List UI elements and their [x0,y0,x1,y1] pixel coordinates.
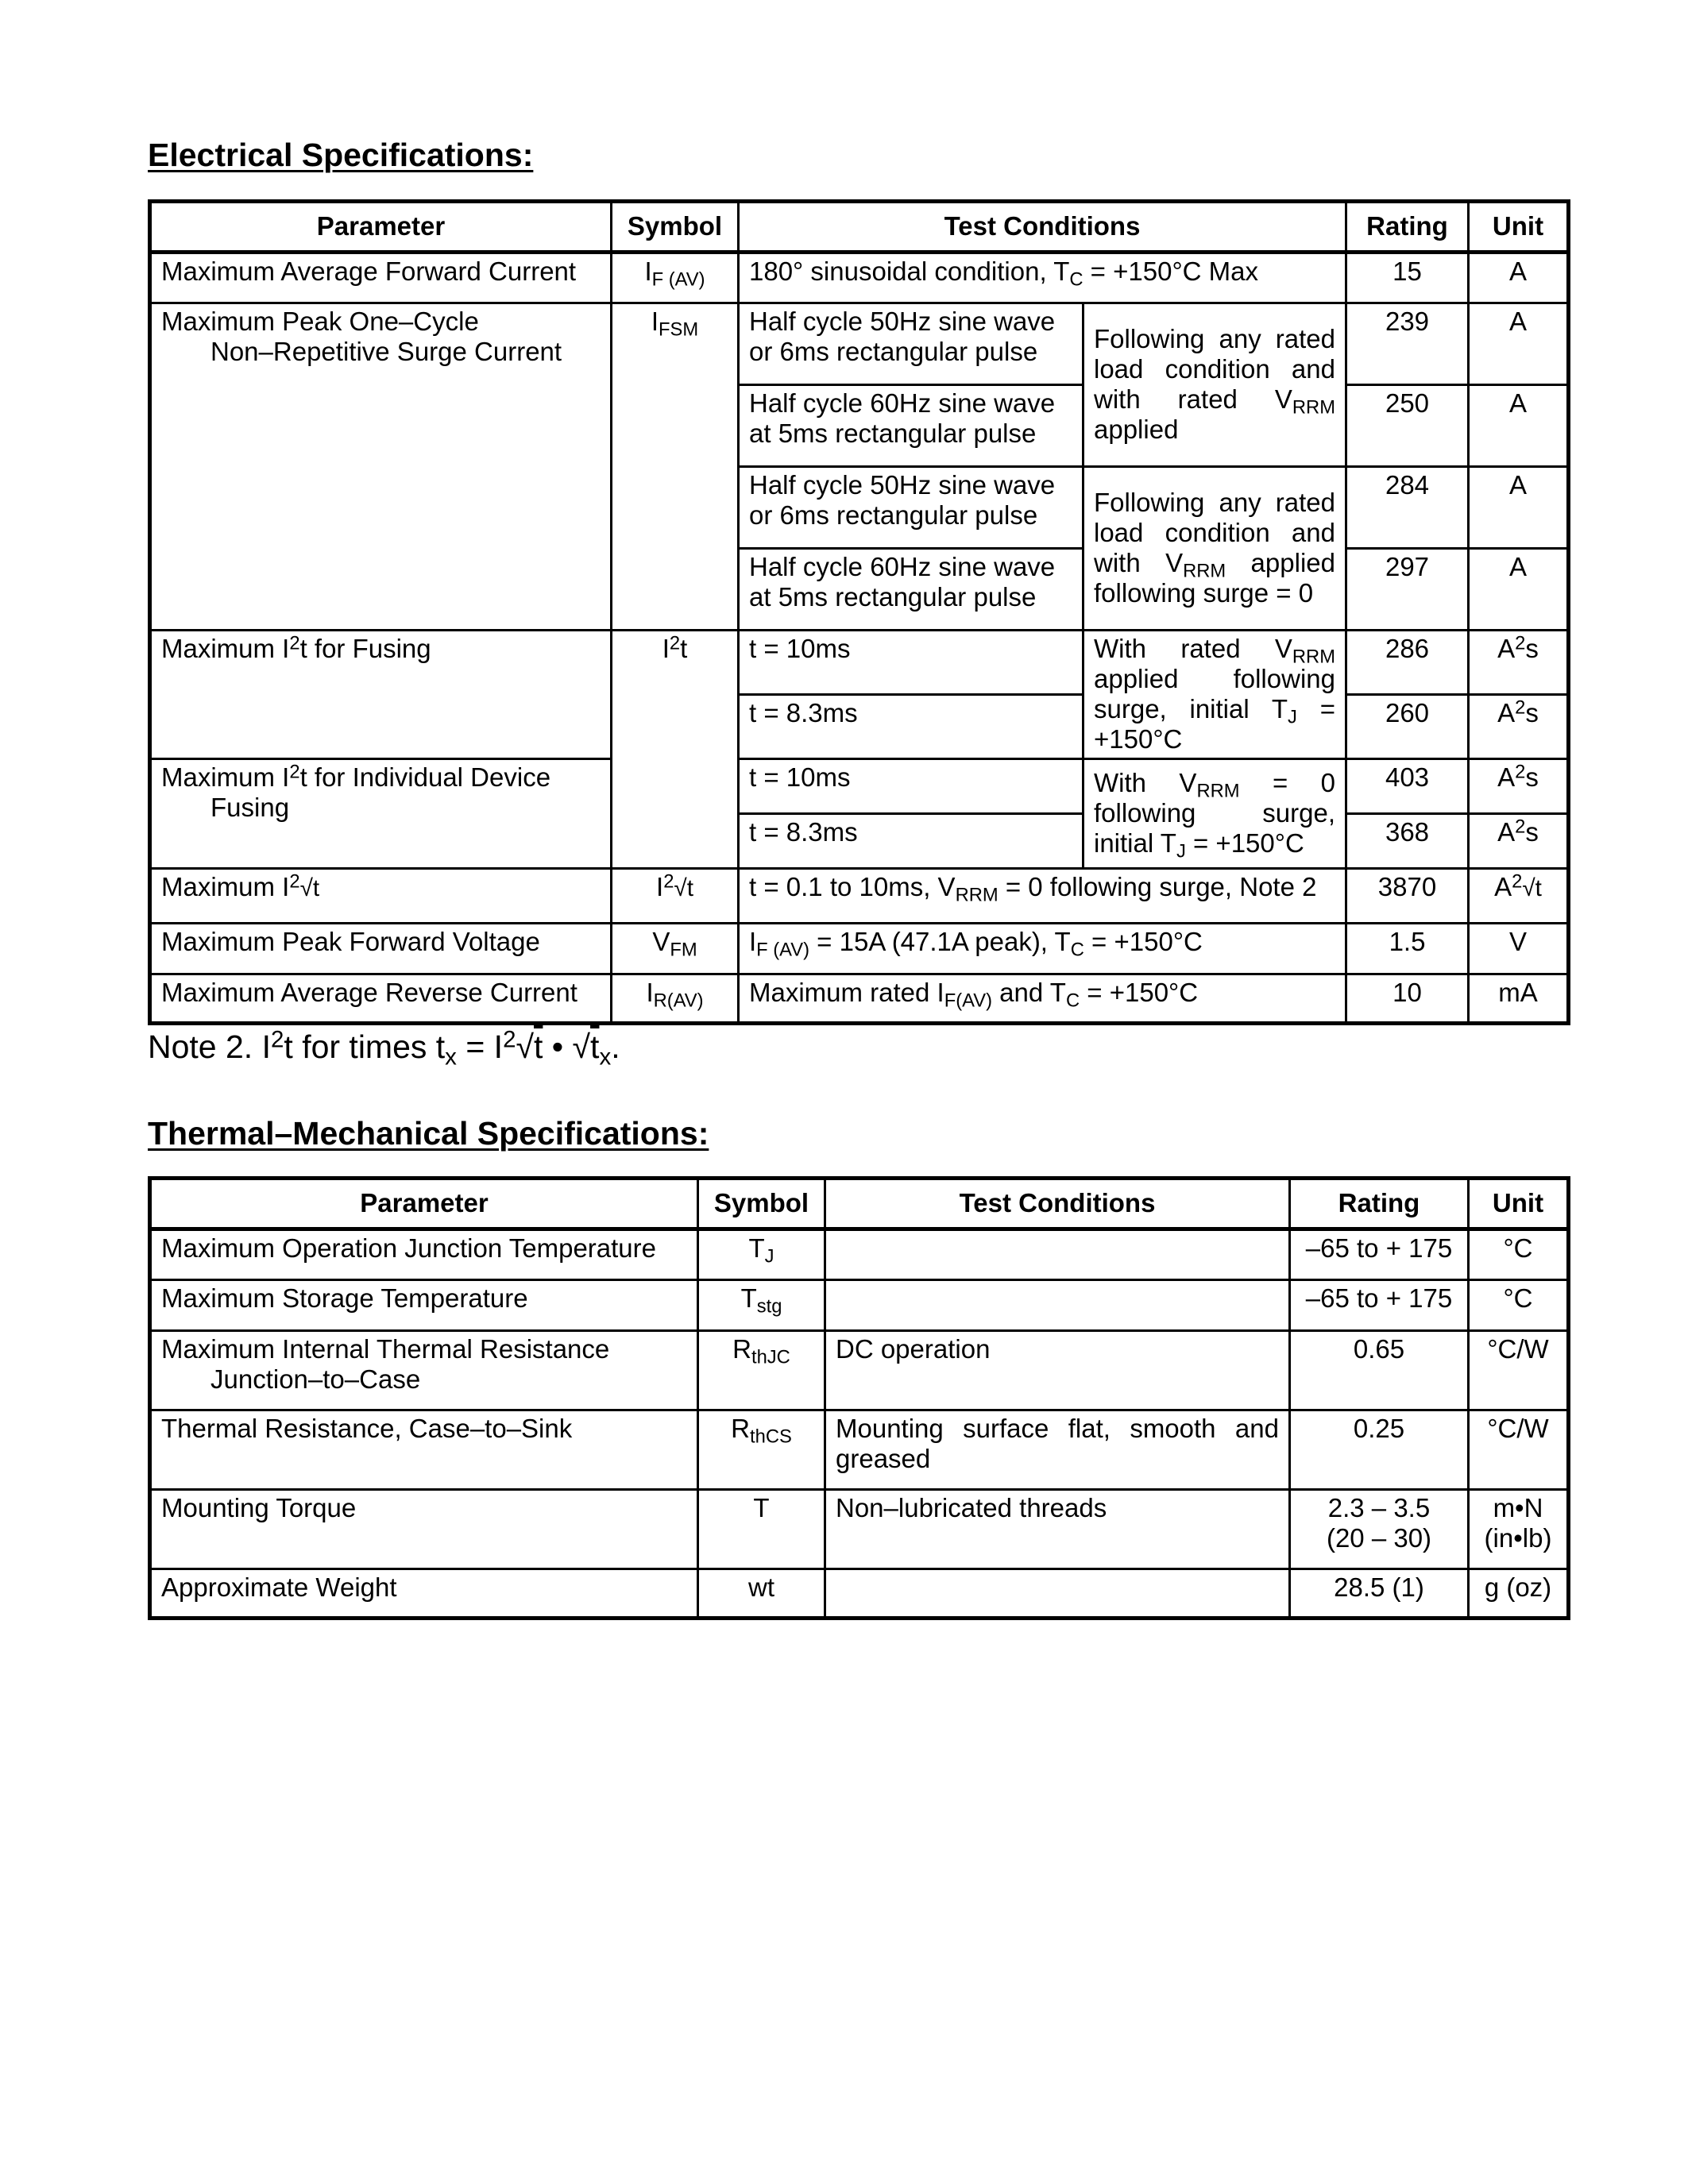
unit-cell: mA [1469,974,1569,1024]
param-cell: Maximum Operation Junction Temperature [150,1229,698,1280]
table-row [150,1569,1569,1619]
condition-note-cell: With rated $V_{RRM}$ applied following surge, initial $T_J = +150^\circ C$ [1083,631,1346,759]
rating-cell: 15 [1346,253,1469,303]
param-cell: Mounting Torque [150,1490,698,1569]
table-row [150,759,1569,814]
unit-cell: $A^2s$ [1469,695,1569,759]
unit-cell: °C/W [1469,1410,1569,1490]
unit-cell: m•N (in•lb) [1469,1490,1569,1569]
condition-cell: t = 0.1 to 10ms, $V_{RRM} = 0$ following surge, Note 2 [739,869,1346,924]
condition-note-cell: Following any rated load condition and with rated $V_{RRM}$ applied [1083,303,1346,467]
rating-cell: 1.5 [1346,924,1469,974]
condition-cell: $I_{F (AV)} = 15A$ (47.1A peak), $T_C = +150^\circ C$ [739,924,1346,974]
header-test-conditions: Test Conditions [739,202,1346,253]
thermal-specs-table [148,1176,1570,1620]
param-cell: Maximum $I^2√t$ [150,869,612,924]
header-parameter: Parameter [150,202,612,253]
condition-cell: DC operation [825,1331,1290,1410]
rating-cell: 239 [1346,303,1469,385]
condition-cell: t = 8.3ms [739,695,1083,759]
rating-cell: 2.3 – 3.5 (20 – 30) [1290,1490,1469,1569]
rating-cell: –65 to + 175 [1290,1280,1469,1331]
symbol-cell: $I_{R(AV)}$ [612,974,739,1024]
header-parameter: Parameter [150,1179,698,1229]
table-header-row [150,202,1569,253]
rating-cell: 28.5 (1) [1290,1569,1469,1619]
condition-cell: t = 8.3ms [739,814,1083,869]
rating-cell: 368 [1346,814,1469,869]
unit-cell: $A^2s$ [1469,759,1569,814]
rating-cell: 297 [1346,549,1469,631]
symbol-cell: $I_{FSM}$ [612,303,739,631]
condition-cell: Half cycle 60Hz sine wave at 5ms rectangular pulse [739,385,1083,467]
param-cell: Approximate Weight [150,1569,698,1619]
rating-cell: 286 [1346,631,1469,695]
symbol-cell: wt [698,1569,825,1619]
symbol-cell: $R_{thJC}$ [698,1331,825,1410]
header-unit: Unit [1469,1179,1569,1229]
unit-cell: °C [1469,1280,1569,1331]
symbol-cell: $T_{stg}$ [698,1280,825,1331]
condition-note-cell: Following any rated load condition and with $V_{RRM}$ applied following surge = 0 [1083,467,1346,631]
unit-cell: $A^2s$ [1469,814,1569,869]
table-row [150,924,1569,974]
symbol-cell: $V_{FM}$ [612,924,739,974]
table-row [150,303,1569,385]
param-cell: Maximum Peak Forward Voltage [150,924,612,974]
param-cell: Maximum $I^2t$ for Individual Device Fusing [150,759,612,869]
symbol-cell: $I^2√t$ [612,869,739,924]
unit-cell: °C/W [1469,1331,1569,1410]
symbol-cell: $T_J$ [698,1229,825,1280]
unit-cell: $A^2√t$ [1469,869,1569,924]
condition-cell: Mounting surface flat, smooth and greased [825,1410,1290,1490]
header-rating: Rating [1346,202,1469,253]
rating-cell: 403 [1346,759,1469,814]
rating-cell: –65 to + 175 [1290,1229,1469,1280]
symbol-cell: $R_{thCS}$ [698,1410,825,1490]
symbol-cell: T [698,1490,825,1569]
table-row [150,869,1569,924]
unit-cell: V [1469,924,1569,974]
header-rating: Rating [1290,1179,1469,1229]
table-row [150,1490,1569,1569]
unit-cell: A [1469,467,1569,549]
param-cell: Maximum Average Forward Current [150,253,612,303]
condition-cell [825,1229,1290,1280]
unit-cell: A [1469,385,1569,467]
rating-cell: 10 [1346,974,1469,1024]
table-row [150,631,1569,695]
unit-cell: A [1469,253,1569,303]
table-row [150,1410,1569,1490]
condition-cell: Half cycle 50Hz sine wave or 6ms rectangular pulse [739,467,1083,549]
note-2: Note 2. $I^2t$ for times $t_x = I^2√t$ • $√t_x$. [148,1026,620,1071]
unit-cell: A [1469,549,1569,631]
condition-note-cell: With $V_{RRM} = 0$ following surge, initial $T_J = +150^\circ C$ [1083,759,1346,869]
condition-cell [825,1280,1290,1331]
table-row [150,974,1569,1024]
param-cell: Maximum Peak One–Cycle Non–Repetitive Surge Current [150,303,612,631]
condition-cell: t = 10ms [739,759,1083,814]
table-row [150,1280,1569,1331]
param-cell: Maximum $I^2t$ for Fusing [150,631,612,759]
header-unit: Unit [1469,202,1569,253]
symbol-cell: $I^2t$ [612,631,739,869]
param-cell: Maximum Average Reverse Current [150,974,612,1024]
condition-cell: Half cycle 50Hz sine wave or 6ms rectangular pulse [739,303,1083,385]
unit-cell: $A^2s$ [1469,631,1569,695]
condition-cell [825,1569,1290,1619]
param-cell: Thermal Resistance, Case–to–Sink [150,1410,698,1490]
param-cell: Maximum Storage Temperature [150,1280,698,1331]
symbol-cell: $I_{F (AV)}$ [612,253,739,303]
condition-cell: Non–lubricated threads [825,1490,1290,1569]
rating-cell: 0.25 [1290,1410,1469,1490]
header-symbol: Symbol [612,202,739,253]
electrical-specs-heading: Electrical Specifications: [148,137,534,173]
rating-cell: 260 [1346,695,1469,759]
table-row [150,1331,1569,1410]
unit-cell: g (oz) [1469,1569,1569,1619]
header-test-conditions: Test Conditions [825,1179,1290,1229]
rating-cell: 250 [1346,385,1469,467]
condition-cell: Maximum rated $I_{F(AV)}$ and $T_C = +150^\circ C$ [739,974,1346,1024]
unit-cell: °C [1469,1229,1569,1280]
header-symbol: Symbol [698,1179,825,1229]
rating-cell: 3870 [1346,869,1469,924]
table-header-row [150,1179,1569,1229]
param-cell: Maximum Internal Thermal Resistance Junction–to–Case [150,1331,698,1410]
electrical-specs-table [148,199,1570,1025]
condition-cell: 180° sinusoidal condition, $T_C = +150^\circ C$ Max [739,253,1346,303]
rating-cell: 284 [1346,467,1469,549]
unit-cell: A [1469,303,1569,385]
table-row [150,253,1569,303]
table-row [150,1229,1569,1280]
condition-cell: t = 10ms [739,631,1083,695]
thermal-specs-heading: Thermal–Mechanical Specifications: [148,1115,709,1152]
condition-cell: Half cycle 60Hz sine wave at 5ms rectangular pulse [739,549,1083,631]
rating-cell: 0.65 [1290,1331,1469,1410]
